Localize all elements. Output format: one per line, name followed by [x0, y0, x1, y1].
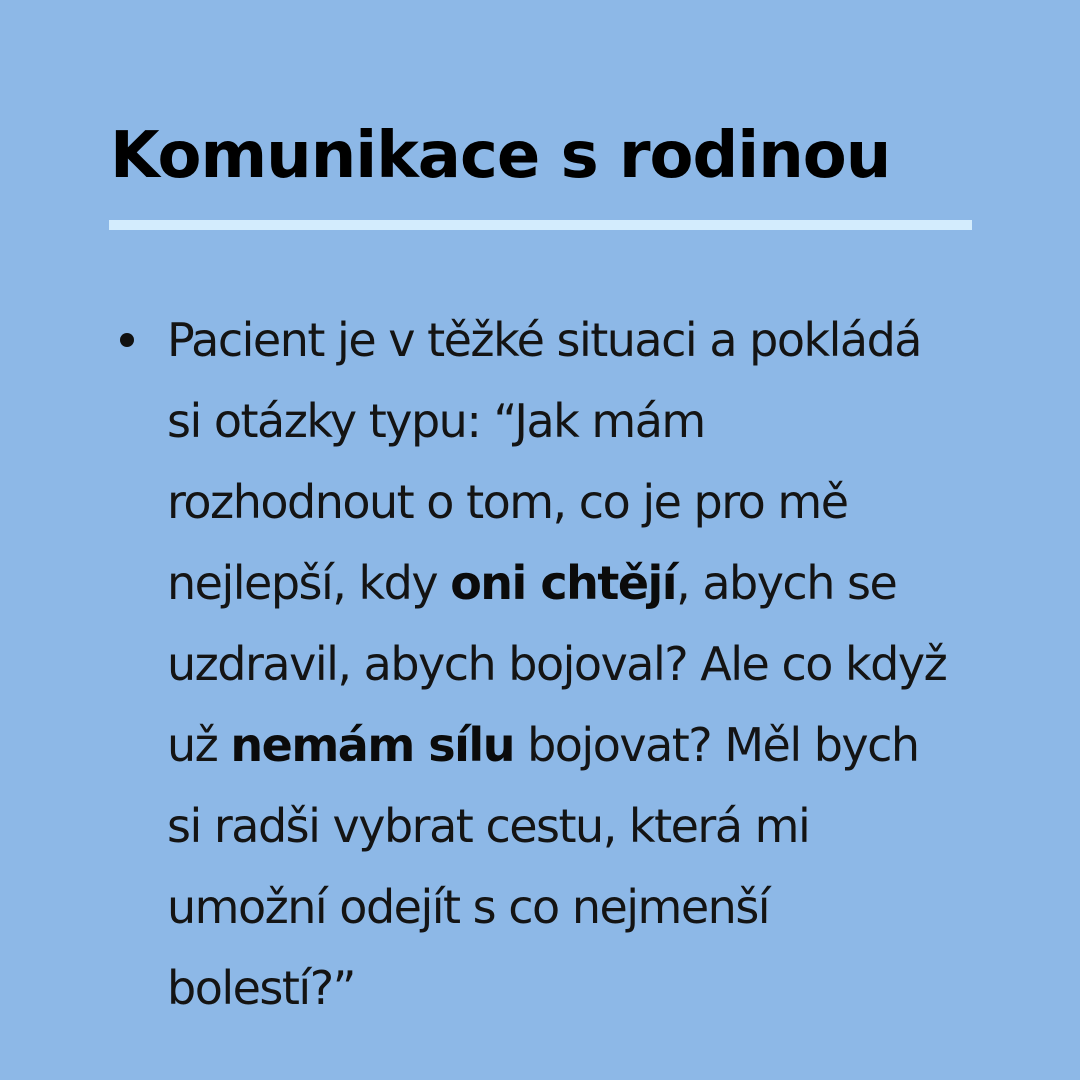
bullet-text-run: bojovat? Měl bych [513, 718, 919, 772]
slide-title: Komunikace s rodinou [110, 119, 891, 193]
bullet-text-run: už [167, 718, 231, 772]
bullet-text-run: si radši vybrat cestu, která mi [167, 799, 810, 853]
bullet-text-run: si otázky typu: “Jak mám [167, 394, 705, 448]
bullet-text-run: , abych se [676, 556, 897, 610]
bullet-text-run: Pacient je v těžké situaci a pokládá [167, 313, 921, 367]
bullet-text-run: umožní odejít s co nejmenší [167, 880, 770, 934]
bullet-text-emphasis: oni chtějí [450, 556, 677, 610]
bullet-text-emphasis: nemám sílu [230, 718, 514, 772]
bullet-item [110, 300, 990, 1029]
bullet-text-run: bolestí?” [167, 961, 355, 1015]
bullet-dot-icon [120, 333, 134, 347]
bullet-text-run: nejlepší, kdy [167, 556, 451, 610]
bullet-text [167, 300, 990, 1029]
title-divider [109, 220, 972, 230]
bullet-text-run: uzdravil, abych bojoval? Ale co když [167, 637, 947, 691]
bullet-text-run: rozhodnout o tom, co je pro mě [167, 475, 848, 529]
